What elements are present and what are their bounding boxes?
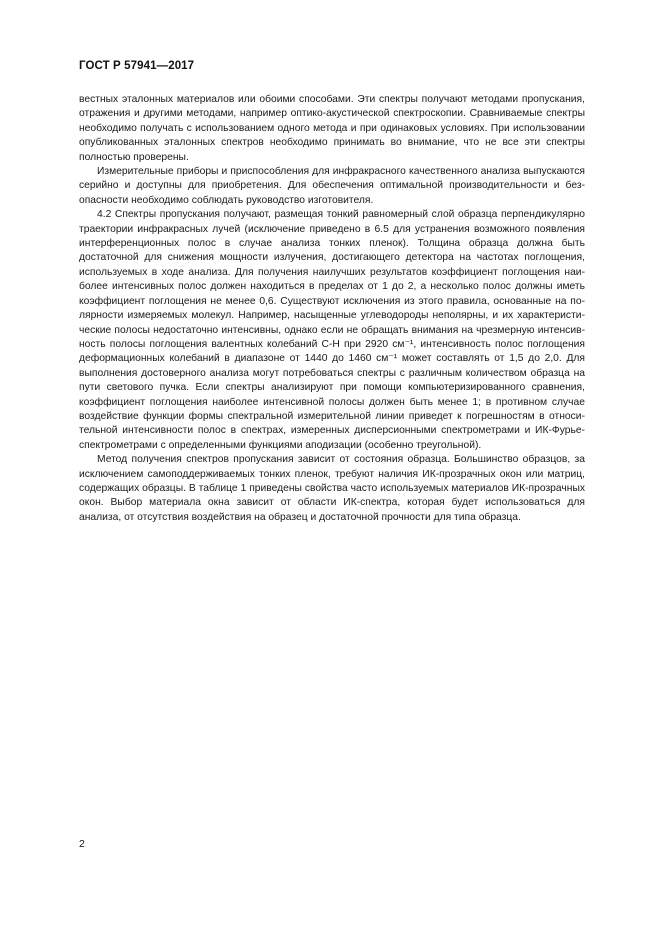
standard-header: ГОСТ Р 57941—2017 [79,60,195,72]
document-body [79,93,585,525]
paragraph-continuation: вестных эталонных материалов или обоими способами. Эти спектры получают методами пропускания, отражения и другими методами, например оптико-акустической спектроскопии. Сравниваемые спектры необходимо получать с использованием одного метода и при одинаковых условиях. При использовании опубликованных эталонных спектров необходимо принимать во внимание, что не все эти спектры полностью проверены. [79,94,585,163]
paragraph-method: Метод получения спектров пропускания зависит от состояния образца. Большинство образцов, за исключением самоподдерживаемых тонких пленок, требуют наличия ИК-прозрачных окон или матриц, содержащих образцы. В таблице 1 приведены свойства часто используемых материалов ИК-прозрачных окон. Выбор материала окна зависит от области ИК-спектра, которая будет использоваться для анализа, от отсутствия воздействия на образец и достаточной прочности для типа образца. [79,454,585,523]
paragraph-instruments: Измерительные приборы и приспособления для инфракрасного качественного анализа выпускаются серийно и доступны для приобретения. Для обеспечения оптимальной производительности и безопасности необходимо соблюдать руководство изготовителя. [79,166,585,206]
paragraph-4-2: 4.2 Спектры пропускания получают, размещая тонкий равномерный слой образца перпендикулярно траектории инфракрасных лучей (исключение приведено в 6.5 для устранения возможного появления интерференционных полос в случае анализа тонких пленок). Толщина образца должна быть достаточной для снижения мощности излучения, достигающего детектора на частотах поглощения, используемых в ходе анализа. Для получения наилучших результатов коэффициент поглощения наиболее интенсивных полос должен находиться в пределах от 1 до 2, а несколько полос должны иметь коэффициент поглощения не менее 0,6. Существуют исключения из этого правила, основанные на полярности измеряемых молекул. Например, насыщенные углеводороды неполярны, и их характеристические полосы недостаточно интенсивны, однако если не обращать внимания на чрезмерную интенсивность полосы поглощения валентных колебаний С-Н при 2920 см⁻¹, интенсивность полос поглощения деформационных колебаний в диапазоне от 1440 до 1460 см⁻¹ может составлять от 1,5 до 2,0. Для выполнения достоверного анализа могут потребоваться спектры с различным количеством образца на пути светового пучка. Если спектры анализируют при помощи компьютеризированного сравнения, коэффициент поглощения наиболее интенсивной полосы должен быть менее 1; в противном случае воздействие функции формы спектральной измерительной линии приведет к погрешностям в относительной интенсивности полос в спектрах, измеренных дисперсионными спектрометрами и ИК-Фурье-спектрометрами с определенными функциями аподизации (особенно треугольной). [79,209,585,451]
page-number: 2 [79,838,85,850]
